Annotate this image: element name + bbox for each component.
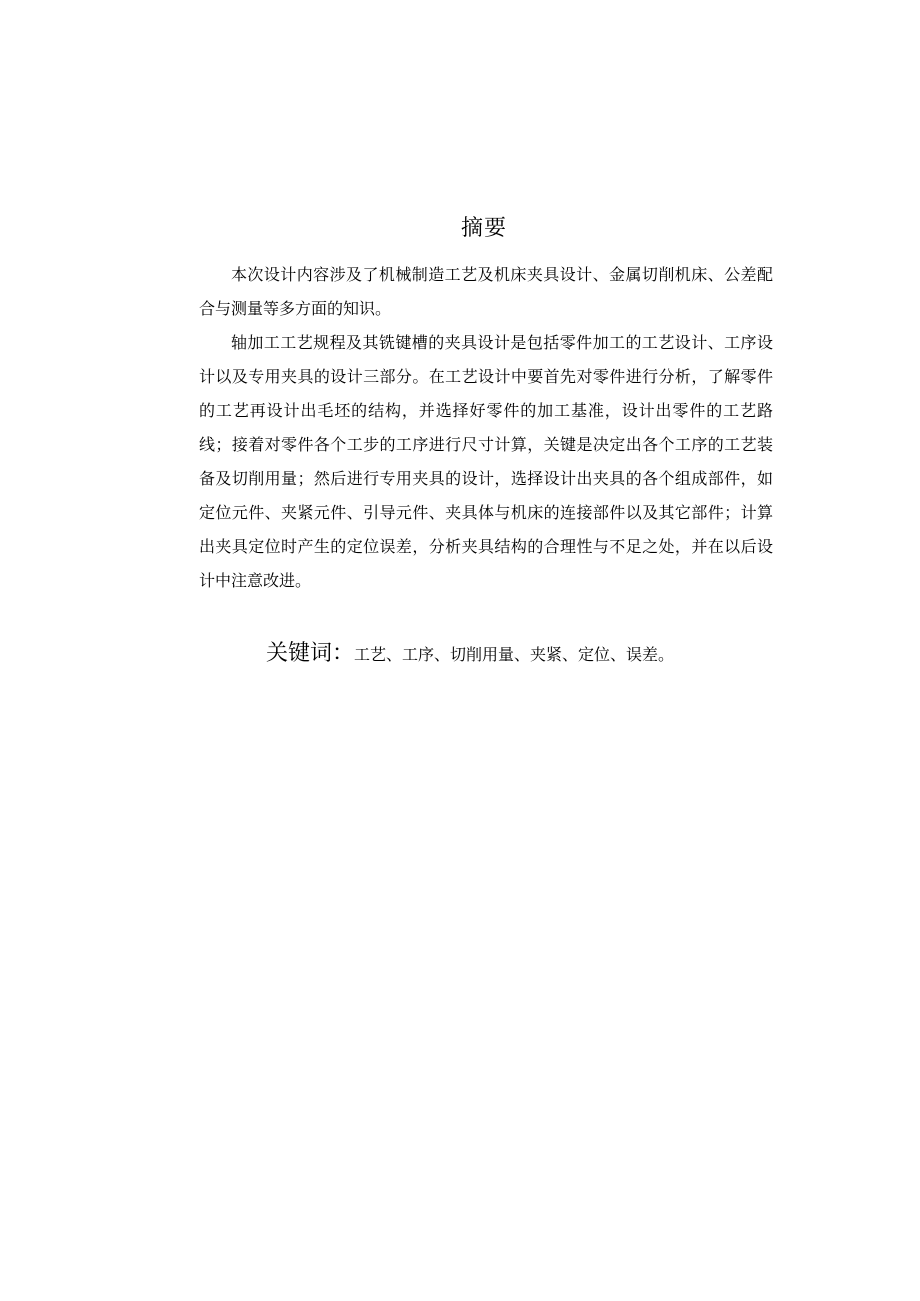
abstract-title: 摘要 (460, 216, 507, 241)
keywords-label: 关键词： (266, 641, 355, 666)
keywords-text: 工艺、工序、切削用量、夹紧、定位、误差。 (354, 645, 675, 664)
abstract-body (199, 258, 773, 598)
abstract-paragraph: 本次设计内容涉及了机械制造工艺及机床夹具设计、金属切削机床、公差配合与测量等多方面的知识。 (199, 265, 773, 318)
keywords-line (266, 636, 786, 674)
abstract-paragraph: 轴加工工艺规程及其铣键槽的夹具设计是包括零件加工的工艺设计、工序设计以及专用夹具的设计三部分。在工艺设计中要首先对零件进行分析，了解零件的工艺再设计出毛坯的结构，并选择好零件的加工基准，设计出零件的工艺路线；接着对零件各个工步的工序进行尺寸计算，关键是决定出各个工序的工艺装备及切削用量；然后进行专用夹具的设计，选择设计出夹具的各个组成部件，如定位元件、夹紧元件、引导元件、夹具体与机床的连接部件以及其它部件；计算出夹具定位时产生的定位误差，分析夹具结构的合理性与不足之处，并在以后设计中注意改进。 (199, 333, 773, 590)
